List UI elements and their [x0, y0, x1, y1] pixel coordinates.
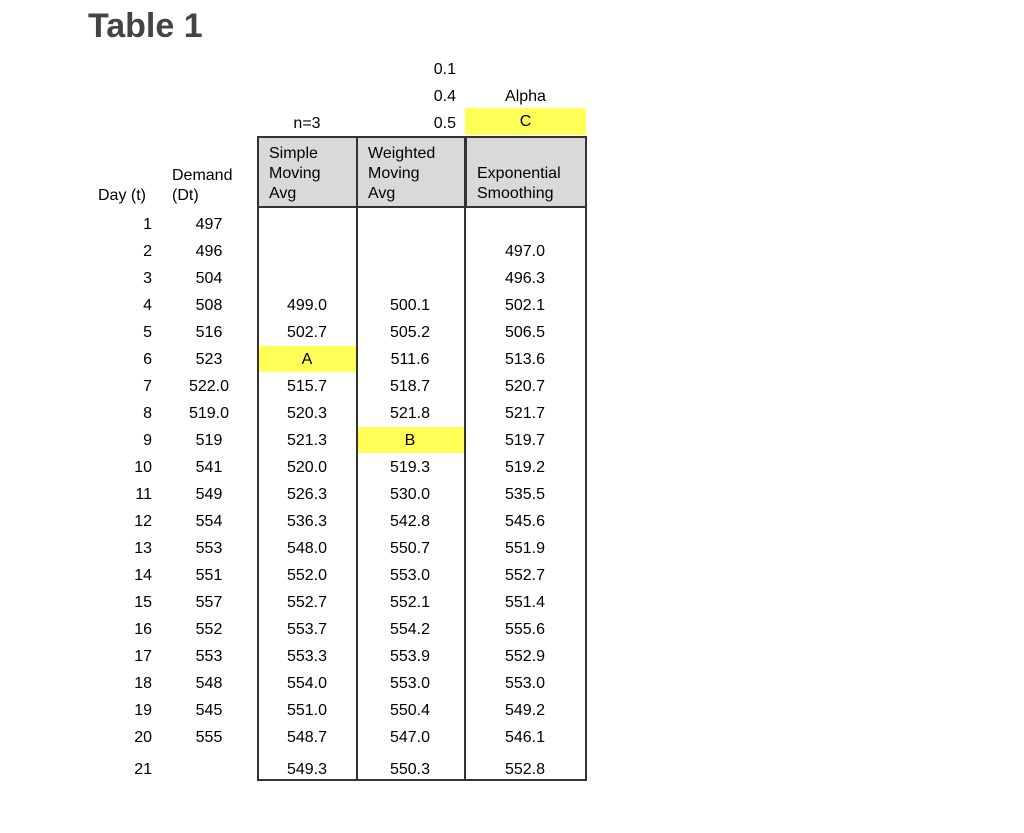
alpha-value-cell: C	[465, 108, 586, 135]
exp-cell: 496.3	[504, 270, 546, 287]
exp-cell: 551.4	[504, 594, 546, 611]
day-cell: 20	[134, 729, 152, 746]
sma-cell: 551.0	[286, 702, 328, 719]
exp-cell: 549.2	[504, 702, 546, 719]
exp-cell: 506.5	[504, 324, 546, 341]
sma-cell: 526.3	[286, 486, 328, 503]
demand-cell: 552	[195, 621, 223, 638]
exp-cell: 546.1	[504, 729, 546, 746]
wma-header-line2: Moving	[368, 165, 420, 182]
demand-cell: 497	[195, 216, 223, 233]
box-divider-1	[356, 136, 358, 781]
wma-cell: 553.0	[389, 567, 431, 584]
day-cell: 12	[134, 513, 152, 530]
day-cell: 16	[134, 621, 152, 638]
sma-cell: 536.3	[286, 513, 328, 530]
exp-cell: 555.6	[504, 621, 546, 638]
weight-1: 0.1	[433, 61, 456, 78]
wma-cell: 521.8	[389, 405, 431, 422]
wma-cell: 518.7	[389, 378, 431, 395]
demand-cell: 551	[195, 567, 223, 584]
wma-cell: B	[404, 432, 416, 449]
sma-cell: 499.0	[286, 297, 328, 314]
wma-cell: 553.9	[389, 648, 431, 665]
exp-cell: 552.9	[504, 648, 546, 665]
exp-cell: 535.5	[504, 486, 546, 503]
exp-cell: 551.9	[504, 540, 546, 557]
exp-cell: 513.6	[504, 351, 546, 368]
sma-header-line1: Simple	[269, 145, 318, 162]
demand-cell: 519	[195, 432, 223, 449]
wma-cell: 553.0	[389, 675, 431, 692]
wma-header-line1: Weighted	[368, 145, 436, 162]
demand-cell: 541	[195, 459, 223, 476]
exp-cell: 521.7	[504, 405, 546, 422]
weight-3: 0.5	[433, 115, 456, 132]
sma-cell: 553.3	[286, 648, 328, 665]
demand-cell: 496	[195, 243, 223, 260]
exp-header-line1: Exponential	[477, 165, 561, 182]
exp-cell: 552.8	[504, 761, 546, 778]
demand-cell: 519.0	[188, 405, 230, 422]
sma-cell: 502.7	[286, 324, 328, 341]
day-cell: 7	[143, 378, 152, 395]
sma-cell: 520.0	[286, 459, 328, 476]
sma-header-line2: Moving	[269, 165, 321, 182]
exp-cell: 545.6	[504, 513, 546, 530]
demand-cell: 504	[195, 270, 223, 287]
wma-cell: 550.7	[389, 540, 431, 557]
day-cell: 5	[143, 324, 152, 341]
day-cell: 17	[134, 648, 152, 665]
day-cell: 13	[134, 540, 152, 557]
sma-cell: A	[301, 351, 313, 368]
sma-header	[257, 136, 356, 208]
exp-cell: 519.7	[504, 432, 546, 449]
exp-cell: 497.0	[504, 243, 546, 260]
day-cell: 15	[134, 594, 152, 611]
box-top-border	[257, 136, 587, 138]
wma-cell: 542.8	[389, 513, 431, 530]
sma-cell: 520.3	[286, 405, 328, 422]
sma-cell: 521.3	[286, 432, 328, 449]
day-cell: 1	[143, 216, 152, 233]
n-label: n=3	[293, 115, 321, 132]
sma-cell: 548.0	[286, 540, 328, 557]
day-cell: 9	[143, 432, 152, 449]
demand-cell: 508	[195, 297, 223, 314]
demand-cell: 553	[195, 540, 223, 557]
day-header: Day (t)	[98, 187, 146, 204]
sma-header-line3: Avg	[269, 185, 297, 202]
day-cell: 21	[134, 761, 152, 778]
day-cell: 18	[134, 675, 152, 692]
alpha-label: Alpha	[505, 88, 546, 105]
wma-cell: 550.4	[389, 702, 431, 719]
demand-cell: 522.0	[188, 378, 230, 395]
demand-cell: 549	[195, 486, 223, 503]
sma-cell: 553.7	[286, 621, 328, 638]
demand-cell: 557	[195, 594, 223, 611]
wma-cell: 554.2	[389, 621, 431, 638]
wma-cell: 519.3	[389, 459, 431, 476]
sma-cell: 549.3	[286, 761, 328, 778]
page-title: Table 1	[88, 7, 203, 45]
sma-cell: 552.0	[286, 567, 328, 584]
demand-header-line1: Demand	[172, 167, 233, 184]
exp-header	[465, 136, 587, 208]
day-cell: 19	[134, 702, 152, 719]
demand-cell: 548	[195, 675, 223, 692]
wma-cell: 500.1	[389, 297, 431, 314]
wma-header-line3: Avg	[368, 185, 396, 202]
wma-cell: 505.2	[389, 324, 431, 341]
demand-cell: 555	[195, 729, 223, 746]
wma-cell: 552.1	[389, 594, 431, 611]
demand-cell: 545	[195, 702, 223, 719]
exp-cell: 553.0	[504, 675, 546, 692]
wma-header	[356, 136, 465, 208]
exp-cell: 520.7	[504, 378, 546, 395]
day-cell: 10	[134, 459, 152, 476]
demand-cell: 523	[195, 351, 223, 368]
day-cell: 2	[143, 243, 152, 260]
exp-cell: 502.1	[504, 297, 546, 314]
box-right-border	[585, 136, 587, 781]
exp-cell: 552.7	[504, 567, 546, 584]
box-divider-2	[464, 136, 466, 781]
day-cell: 14	[134, 567, 152, 584]
day-cell: 8	[143, 405, 152, 422]
wma-cell: 511.6	[390, 351, 430, 368]
demand-cell: 516	[195, 324, 223, 341]
sma-cell: 515.7	[286, 378, 328, 395]
demand-header-line2: (Dt)	[172, 187, 199, 204]
day-cell: 11	[135, 486, 152, 503]
exp-header-line2: Smoothing	[477, 185, 554, 202]
exp-cell: 519.2	[504, 459, 546, 476]
sma-cell: 554.0	[286, 675, 328, 692]
wma-cell: 550.3	[389, 761, 431, 778]
wma-cell: 530.0	[389, 486, 431, 503]
day-cell: 4	[143, 297, 152, 314]
wma-cell: 547.0	[389, 729, 431, 746]
day-cell: 3	[143, 270, 152, 287]
demand-cell: 554	[195, 513, 223, 530]
sma-cell: 548.7	[286, 729, 328, 746]
day-cell: 6	[143, 351, 152, 368]
weight-2: 0.4	[433, 88, 456, 105]
box-left-border	[257, 136, 259, 781]
demand-cell: 553	[195, 648, 223, 665]
sma-cell: 552.7	[286, 594, 328, 611]
